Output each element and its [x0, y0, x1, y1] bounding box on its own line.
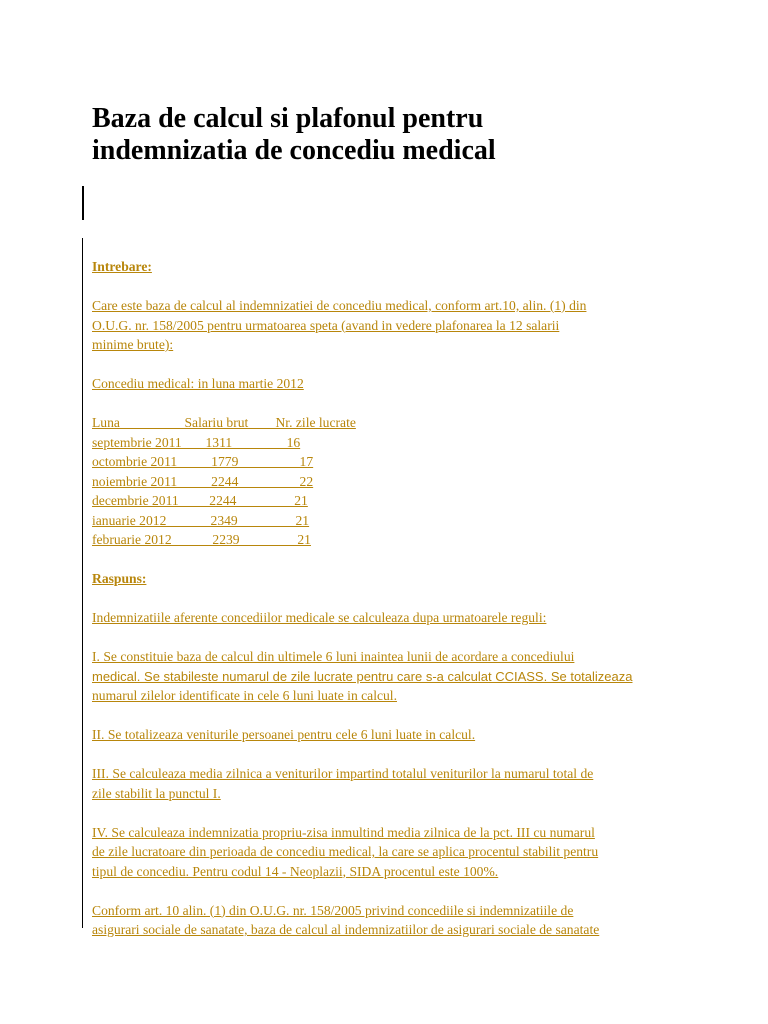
rule-3-line[interactable]: zile stabilit la punctul I.	[92, 785, 221, 801]
table-row[interactable]: ianuarie 2012 2349 21	[92, 512, 310, 528]
question-heading[interactable]: Intrebare:	[92, 259, 152, 274]
table-row[interactable]: februarie 2012 2239 21	[92, 532, 311, 547]
rule-2-line[interactable]: II. Se totalizeaza veniturile persoanei pentru cele 6 luni luate in calcul.	[92, 727, 476, 742]
medical-leave-period[interactable]: Concediu medical: in luna martie 2012	[92, 376, 304, 391]
table-row[interactable]: septembrie 2011 1311 16	[92, 434, 301, 450]
table-header[interactable]: Luna Salariu brut Nr. zile lucrate	[92, 415, 356, 430]
title-line-2: indemnizatia de concediu medical	[92, 135, 496, 166]
conclusion-line[interactable]: Conform art. 10 alin. (1) din O.U.G. nr. 158/2005 privind concediile si indemnizatiile de	[92, 902, 574, 918]
table-row[interactable]: decembrie 2011 2244 21	[92, 493, 308, 508]
question-line[interactable]: O.U.G. nr. 158/2005 pentru urmatoarea speta (avand in vedere plafonarea la 12 salarii	[92, 317, 560, 333]
margin-rule	[82, 238, 83, 928]
answer-heading[interactable]: Raspuns:	[92, 571, 147, 586]
answer-intro[interactable]: Indemnizatiile aferente concediilor medicale se calculeaza dupa urmatoarele reguli:	[92, 610, 547, 625]
rule-1-line[interactable]: medical. Se stabileste numarul de zile lucrate pentru care s-a calculat CCIASS. Se totalizeaza	[92, 668, 633, 684]
rule-1-line[interactable]: numarul zilelor identificate in cele 6 luni luate in calcul.	[92, 688, 397, 703]
title-line-1: Baza de calcul si plafonul pentru	[92, 103, 484, 134]
rule-1-line[interactable]: I. Se constituie baza de calcul din ultimele 6 luni inaintea lunii de acordare a concediului	[92, 649, 575, 664]
table-row[interactable]: noiembrie 2011 2244 22	[92, 473, 314, 489]
rule-4-line[interactable]: tipul de concediu. Pentru codul 14 - Neoplazii, SIDA procentul este 100%.	[92, 863, 499, 879]
rule-4-line[interactable]: de zile lucratoare din perioada de concediu medical, la care se aplica procentul stabilit pentru	[92, 844, 599, 859]
rule-3-line[interactable]: III. Se calculeaza media zilnica a veniturilor impartind totalul veniturilor la numarul total de	[92, 766, 594, 781]
rule-4-line[interactable]: IV. Se calculeaza indemnizatia propriu-zisa inmultind media zilnica de la pct. III cu numarul	[92, 824, 595, 840]
conclusion-line[interactable]: asigurari sociale de sanatate, baza de calcul al indemnizatiilor de asigurari sociale de sanatate	[92, 922, 600, 937]
table-row[interactable]: octombrie 2011 1779 17	[92, 454, 314, 469]
question-line[interactable]: Care este baza de calcul al indemnizatiei de concediu medical, conform art.10, alin. (1) din	[92, 298, 587, 313]
text-cursor-marker	[82, 186, 84, 220]
document-title	[92, 103, 712, 167]
question-line[interactable]: minime brute):	[92, 337, 174, 352]
document-body	[92, 257, 692, 940]
